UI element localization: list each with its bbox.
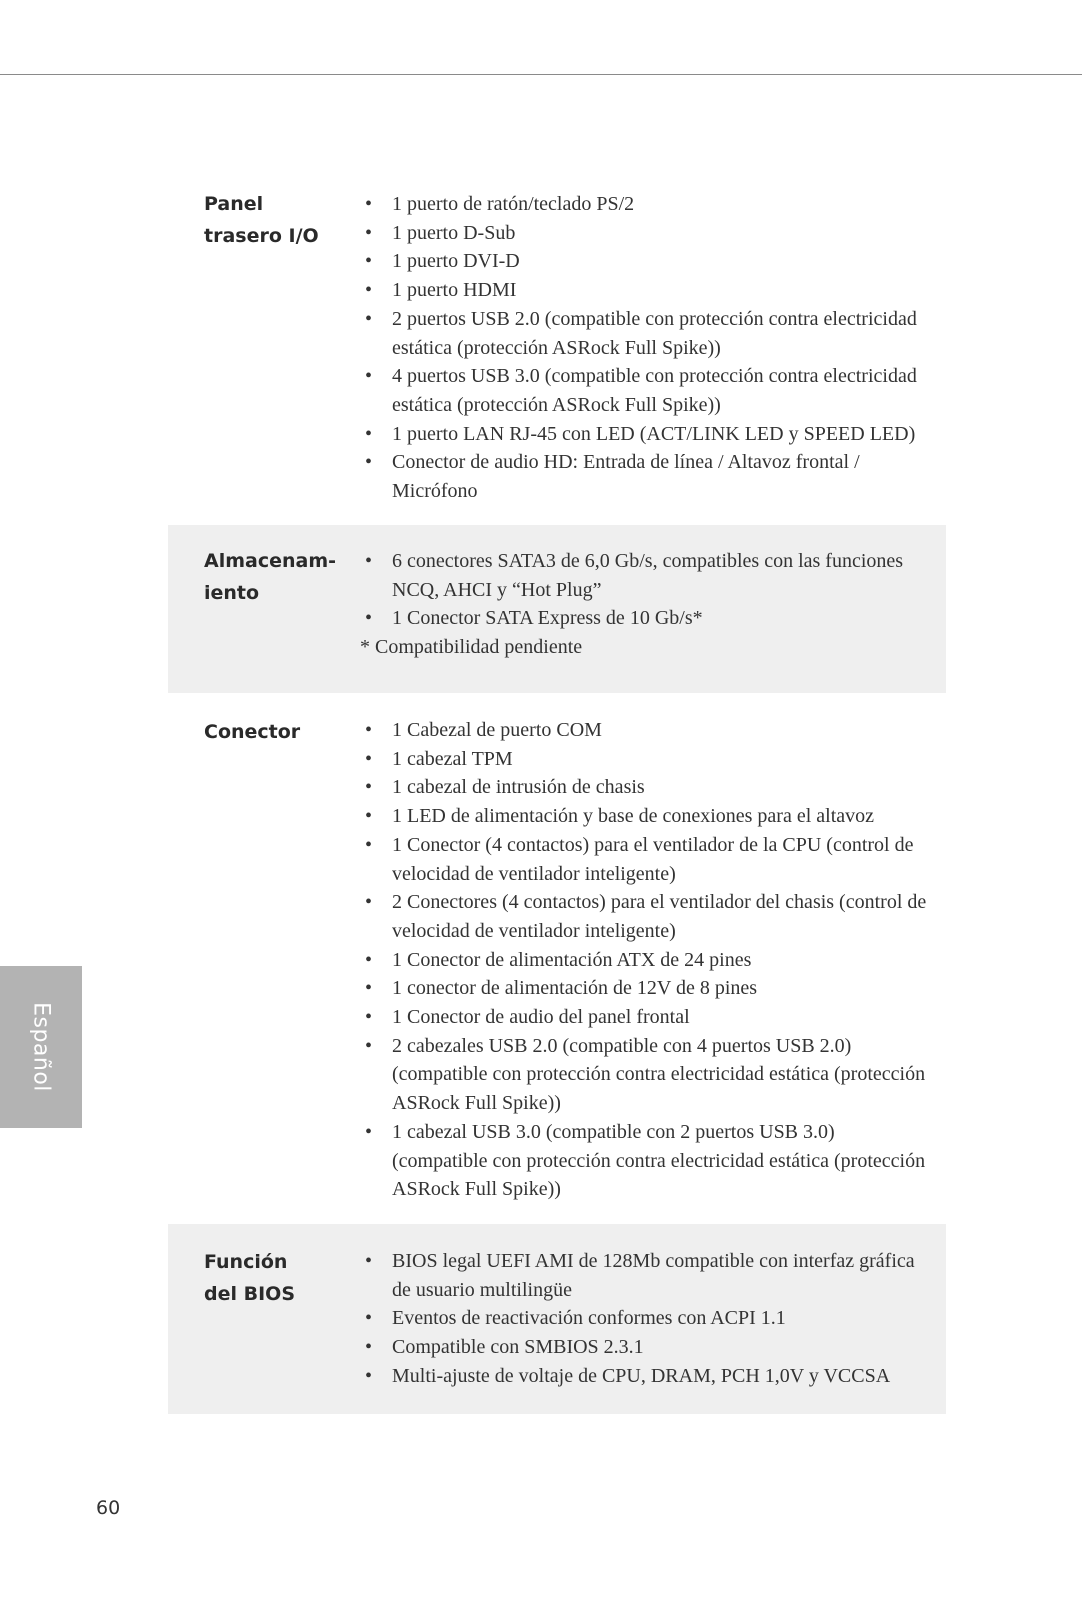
list-item: • 4 puertos USB 3.0 (compatible con protección contra electricidad estática (protección ASRock Full Spike)) <box>362 362 930 419</box>
list-item: • 1 Cabezal de puerto COM <box>362 716 930 745</box>
spec-list <box>362 716 930 1204</box>
row-label <box>204 188 344 252</box>
list-item: • 1 Conector de alimentación ATX de 24 pines <box>362 946 930 975</box>
list-item: • 1 cabezal USB 3.0 (compatible con 2 puertos USB 3.0) (compatible con protección contra electricidad estática (protección ASRock Full Spike)) <box>362 1118 930 1204</box>
row-label-line: iento <box>204 582 260 604</box>
footnote: * Compatibilidad pendiente <box>360 636 583 658</box>
row-label <box>204 716 344 748</box>
row-label-line: Panel <box>204 193 264 215</box>
list-item: • 1 cabezal de intrusión de chasis <box>362 773 930 802</box>
list-item: • 1 cabezal TPM <box>362 745 930 774</box>
row-label-line: del BIOS <box>204 1283 296 1305</box>
row-label-line: Conector <box>204 721 301 743</box>
page-number: 60 <box>96 1497 121 1519</box>
list-item: • Conector de audio HD: Entrada de línea / Altavoz frontal / Micrófono <box>362 448 930 505</box>
row-label <box>204 1246 344 1310</box>
row-label-line: trasero I/O <box>204 225 319 247</box>
list-item: • 1 conector de alimentación de 12V de 8 pines <box>362 974 930 1003</box>
list-item: • 1 puerto D-Sub <box>362 219 930 248</box>
list-item: • 1 puerto de ratón/teclado PS/2 <box>362 190 930 219</box>
list-item: • 1 puerto HDMI <box>362 276 930 305</box>
list-item: • 2 puertos USB 2.0 (compatible con protección contra electricidad estática (protección ASRock Full Spike)) <box>362 305 930 362</box>
spec-row-connector <box>168 713 946 1213</box>
header-rule <box>0 74 1082 75</box>
row-label-line: Almacenam- <box>204 550 337 572</box>
list-item: • 1 Conector SATA Express de 10 Gb/s* <box>362 604 930 633</box>
list-item: • Multi-ajuste de voltaje de CPU, DRAM, PCH 1,0V y VCCSA <box>362 1362 930 1391</box>
row-label-line: Función <box>204 1251 288 1273</box>
list-item: • 1 puerto DVI-D <box>362 247 930 276</box>
spec-row-storage <box>168 525 946 693</box>
row-label <box>204 545 344 609</box>
spec-row-bios <box>168 1224 946 1414</box>
spec-list <box>362 190 930 506</box>
list-item: • 2 Conectores (4 contactos) para el ventilador del chasis (control de velocidad de ventilador inteligente) <box>362 888 930 945</box>
list-item: • 1 Conector de audio del panel frontal <box>362 1003 930 1032</box>
list-item: • 1 Conector (4 contactos) para el ventilador de la CPU (control de velocidad de ventilador inteligente) <box>362 831 930 888</box>
list-item: • 1 puerto LAN RJ-45 con LED (ACT/LINK LED y SPEED LED) <box>362 420 930 449</box>
language-tab-label: Español <box>28 1002 54 1092</box>
list-item: • Eventos de reactivación conformes con ACPI 1.1 <box>362 1304 930 1333</box>
list-item: • Compatible con SMBIOS 2.3.1 <box>362 1333 930 1362</box>
spec-row-rear-panel <box>168 188 946 508</box>
list-item: • 2 cabezales USB 2.0 (compatible con 4 puertos USB 2.0) (compatible con protección contra electricidad estática (protección ASRock Full Spike)) <box>362 1032 930 1118</box>
language-tab <box>0 966 82 1128</box>
list-item: • 1 LED de alimentación y base de conexiones para el altavoz <box>362 802 930 831</box>
spec-list <box>362 547 930 633</box>
list-item: • BIOS legal UEFI AMI de 128Mb compatible con interfaz gráfica de usuario multilingüe <box>362 1247 930 1304</box>
spec-list <box>362 1247 930 1391</box>
list-item: • 6 conectores SATA3 de 6,0 Gb/s, compatibles con las funciones NCQ, AHCI y “Hot Plug” <box>362 547 930 604</box>
